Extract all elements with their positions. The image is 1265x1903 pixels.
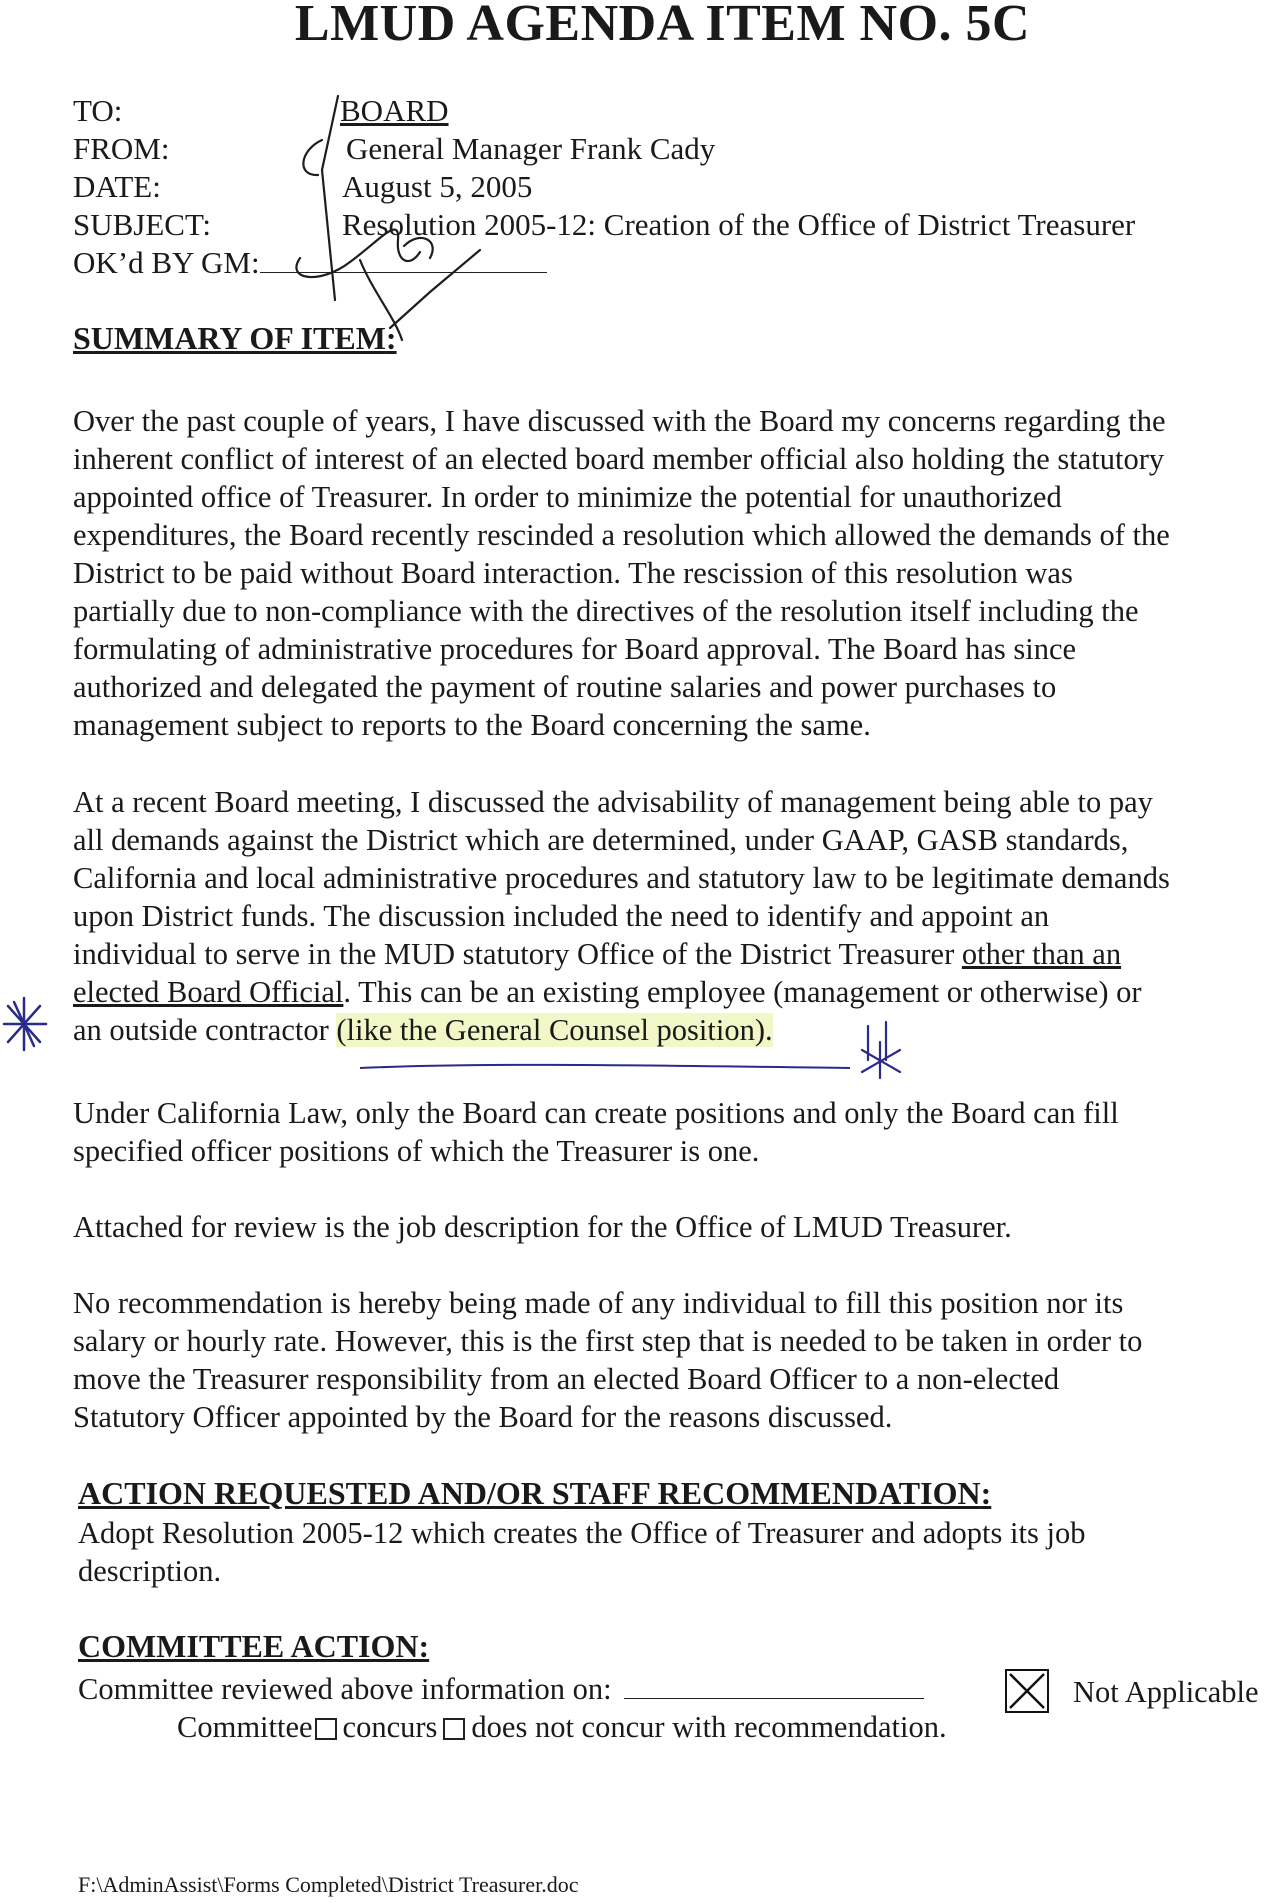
to-label: TO: bbox=[73, 93, 123, 128]
summary-paragraph-2 bbox=[73, 783, 1265, 1049]
p5-line: No recommendation is hereby being made of any individual to fill this position nor its bbox=[73, 1286, 1124, 1320]
action-heading bbox=[78, 1475, 991, 1512]
margin-asterisk-icon bbox=[4, 998, 46, 1050]
underlined-phrase: other than an bbox=[961, 937, 1122, 971]
action-text bbox=[78, 1514, 1265, 1590]
summary-paragraph-3 bbox=[73, 1094, 1265, 1170]
summary-paragraph-5 bbox=[73, 1284, 1265, 1436]
summary-heading bbox=[73, 320, 397, 357]
p1-line: Over the past couple of years, I have discussed with the Board my concerns regarding the bbox=[73, 404, 1166, 438]
signature-line bbox=[260, 250, 547, 273]
p1-line: management subject to reports to the Board concerning the same. bbox=[73, 708, 871, 742]
okd-row bbox=[73, 244, 547, 282]
date-label: DATE: bbox=[73, 169, 161, 204]
p1-line: inherent conflict of interest of an elected board member official also holding the statutory bbox=[73, 442, 1165, 476]
p1-line: expenditures, the Board recently rescinded a resolution which allowed the demands of the bbox=[73, 518, 1170, 552]
date-row bbox=[73, 168, 532, 206]
date-value: August 5, 2005 bbox=[342, 169, 533, 204]
subject-value: Resolution 2005-12: Creation of the Office of District Treasurer bbox=[342, 207, 1136, 242]
p2-line bbox=[73, 973, 1265, 1011]
summary-paragraph-4 bbox=[73, 1208, 1265, 1246]
action-line: description. bbox=[78, 1554, 222, 1588]
committee-heading: COMMITTEE ACTION: bbox=[78, 1628, 430, 1664]
p2-line: upon District funds. The discussion included the need to identify and appoint an bbox=[73, 899, 1050, 933]
document-title: LMUD AGENDA ITEM NO. 5C bbox=[294, 0, 1031, 52]
subject-label: SUBJECT: bbox=[73, 207, 211, 242]
p4-line: Attached for review is the job description for the Office of LMUD Treasurer. bbox=[73, 1210, 1012, 1244]
p1-line: formulating of administrative procedures for Board approval. The Board has since bbox=[73, 632, 1077, 666]
action-heading-text: ACTION REQUESTED AND/OR STAFF RECOMMENDATION bbox=[78, 1475, 981, 1511]
review-date-line bbox=[624, 1676, 924, 1699]
p2-line: California and local administrative procedures and statutory law to be legitimate demands bbox=[73, 861, 1170, 895]
action-line: Adopt Resolution 2005-12 which creates the Office of Treasurer and adopts its job bbox=[78, 1516, 1086, 1550]
p1-line: District to be paid without Board interaction. The rescission of this resolution was bbox=[73, 556, 1073, 590]
p2-line: At a recent Board meeting, I discussed the advisability of management being able to pay bbox=[73, 785, 1153, 819]
from-label: FROM: bbox=[73, 131, 170, 166]
p3-line: specified officer positions of which the Treasurer is one. bbox=[73, 1134, 760, 1168]
summary-paragraph-1 bbox=[73, 402, 1265, 744]
from-row bbox=[73, 130, 715, 168]
p2-line bbox=[73, 1011, 1265, 1049]
concurs-label: concurs bbox=[342, 1710, 438, 1744]
p3-line: Under California Law, only the Board can create positions and only the Board can fill bbox=[73, 1096, 1119, 1130]
file-path-footer: F:\AdminAssist\Forms Completed\District Treasurer.doc bbox=[78, 1872, 579, 1897]
subject-row bbox=[73, 206, 1135, 244]
committee-word: Committee bbox=[177, 1710, 313, 1744]
from-value: General Manager Frank Cady bbox=[346, 131, 716, 166]
p5-line: salary or hourly rate. However, this is the first step that is needed to be taken in order to bbox=[73, 1324, 1143, 1358]
p1-line: appointed office of Treasurer. In order to minimize the potential for unauthorized bbox=[73, 480, 1062, 514]
does-not-concur-label: does not concur with recommendation. bbox=[471, 1710, 947, 1744]
not-applicable-label: Not Applicable bbox=[1073, 1675, 1259, 1709]
committee-reviewed-text: Committee reviewed above information on: bbox=[78, 1672, 612, 1706]
to-row bbox=[73, 92, 449, 130]
okd-label: OK’d BY GM: bbox=[73, 245, 260, 280]
p2-line: all demands against the District which are determined, under GAAP, GASB standards, bbox=[73, 823, 1129, 857]
p2-line-5-text: individual to serve in the MUD statutory Office of the District Treasurer bbox=[73, 937, 962, 971]
p2-line bbox=[73, 935, 1265, 973]
p2-line-6-text: . This can be an existing employee (management or otherwise) or bbox=[343, 975, 1142, 1009]
p5-line: move the Treasurer responsibility from an elected Board Officer to a non-elected bbox=[73, 1362, 1060, 1396]
p2-line-7-text: an outside contractor bbox=[73, 1013, 337, 1047]
to-value: BOARD bbox=[340, 93, 449, 128]
p1-line: authorized and delegated the payment of routine salaries and power purchases to bbox=[73, 670, 1057, 704]
highlighted-phrase: (like the General Counsel position). bbox=[336, 1013, 773, 1047]
summary-heading-colon: : bbox=[385, 320, 397, 356]
action-heading-colon: : bbox=[980, 1475, 992, 1511]
p1-line: partially due to non-compliance with the directives of the resolution itself including the bbox=[73, 594, 1139, 628]
underlined-phrase: elected Board Official bbox=[73, 975, 344, 1009]
not-applicable-checkbox[interactable] bbox=[1005, 1669, 1049, 1713]
p5-line: Statutory Officer appointed by the Board for the reasons discussed. bbox=[73, 1400, 893, 1434]
check-x-icon bbox=[1007, 1671, 1047, 1711]
summary-heading-text: SUMMARY OF ITEM bbox=[73, 320, 386, 356]
does-not-concur-checkbox[interactable] bbox=[443, 1718, 465, 1740]
committee-concur-row bbox=[177, 1708, 1265, 1746]
pen-underline bbox=[360, 1065, 850, 1068]
concurs-checkbox[interactable] bbox=[315, 1718, 337, 1740]
